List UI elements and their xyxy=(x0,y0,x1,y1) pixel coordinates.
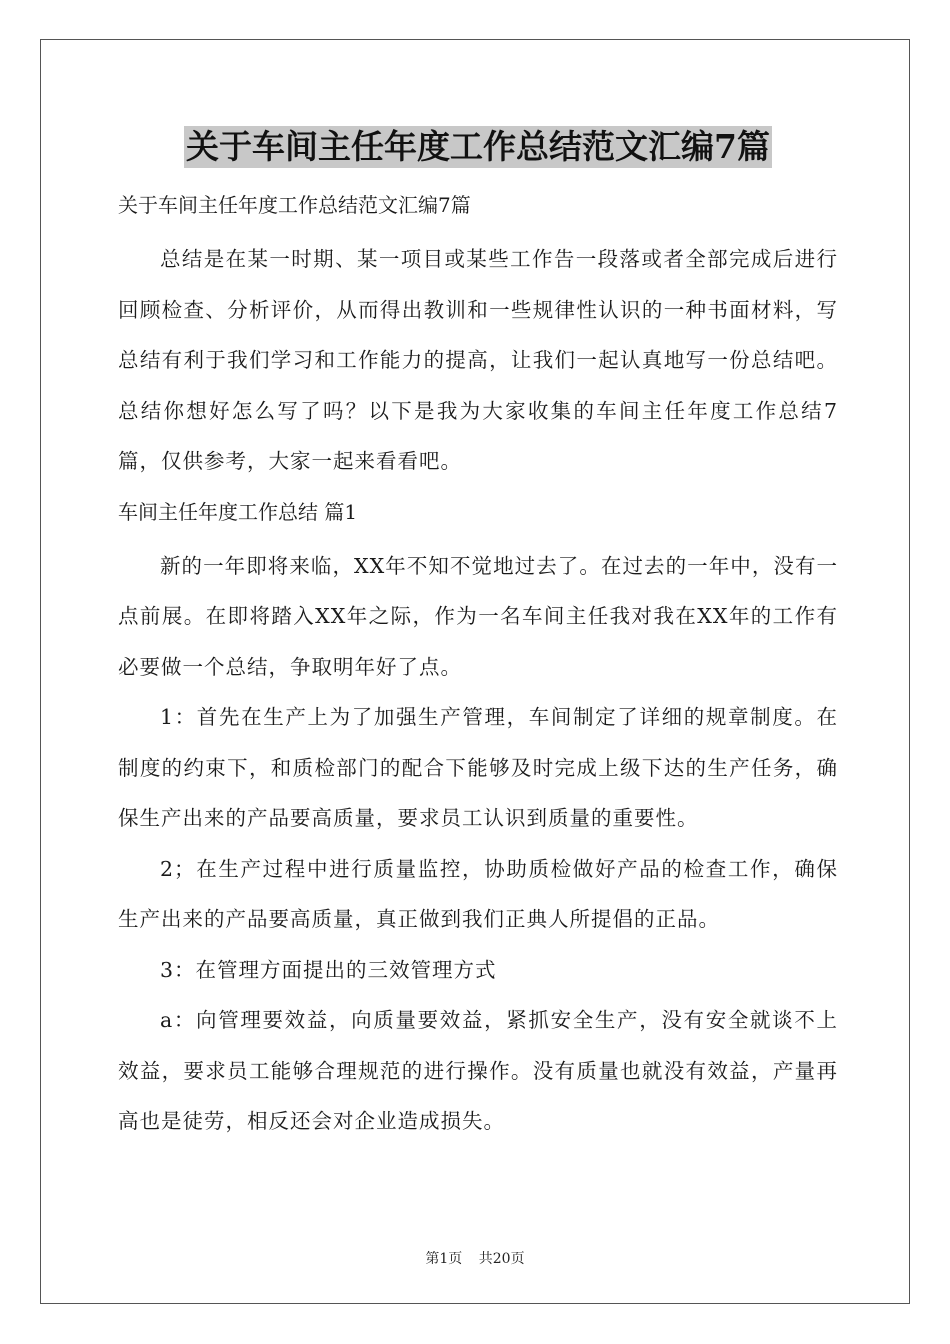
document-title xyxy=(118,126,838,172)
body-paragraph: 新的一年即将来临，XX年不知不觉地过去了。在过去的一年中，没有一点前展。在即将踏入XX年之际，作为一名车间主任我对我在XX年的工作有必要做一个总结，争取明年好了点。 xyxy=(118,553,838,679)
page-total: 共20页 xyxy=(478,1251,525,1267)
body-paragraph: 3：在管理方面提出的三效管理方式 xyxy=(160,957,497,982)
body-paragraph: a：向管理要效益，向质量要效益，紧抓安全生产，没有安全就谈不上效益，要求员工能够合理规范的进行操作。没有质量也就没有效益，产量再高也是徒劳，相反还会对企业造成损失。 xyxy=(118,1008,838,1133)
section-heading: 车间主任年度工作总结 篇1 xyxy=(118,499,358,524)
page-footer xyxy=(0,1248,950,1268)
intro-paragraph: 总结是在某一时期、某一项目或某些工作告一段落或者全部完成后进行回顾检查、分析评价，从而得出教训和一些规律性认识的一种书面材料，写总结有利于我们学习和工作能力的提高，让我们一起认真地写一份总结吧。总结你想好怎么写了吗？以下是我为大家收集的车间主任年度工作总结7篇，仅供参考，大家一起来看看吧。 xyxy=(118,247,838,473)
document-body xyxy=(118,126,838,1147)
page-number: 第1页 xyxy=(425,1251,463,1267)
body-paragraph: 2；在生产过程中进行质量监控，协助质检做好产品的检查工作，确保生产出来的产品要高质量，真正做到我们正典人所提倡的正品。 xyxy=(118,856,838,931)
body-paragraph: 1：首先在生产上为了加强生产管理，车间制定了详细的规章制度。在制度的约束下，和质检部门的配合下能够及时完成上级下达的生产任务，确保生产出来的产品要高质量，要求员工认识到质量的重要性。 xyxy=(118,705,838,830)
document-subtitle: 关于车间主任年度工作总结范文汇编7篇 xyxy=(118,193,471,217)
document-title-text: 关于车间主任年度工作总结范文汇编7篇 xyxy=(186,127,770,166)
